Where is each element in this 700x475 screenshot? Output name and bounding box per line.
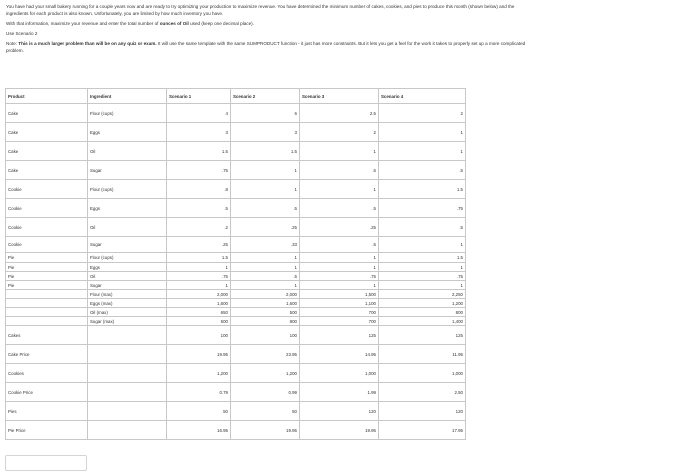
header-scenario-2: Scenario 2 (231, 89, 300, 104)
product-cell: Cake (6, 104, 88, 123)
scenario-2-cell: 1 (231, 180, 300, 199)
scenario-2-cell: .25 (231, 218, 300, 237)
scenario-3-cell: 1 (300, 263, 379, 272)
ingredient-cell: Sugar (88, 161, 167, 180)
task-line (6, 21, 694, 28)
scenario-2-cell: .5 (231, 199, 300, 218)
scenario-1-cell: .75 (167, 272, 231, 281)
table-row (6, 290, 466, 299)
scenario-4-cell: .5 (379, 218, 466, 237)
header-product: Product (6, 89, 88, 104)
scenario-2-cell: 1,600 (231, 299, 300, 308)
scenario-4-cell: 1,400 (379, 317, 466, 326)
task-text-end: used (keep one decimal place). (188, 20, 254, 26)
table-row (6, 272, 466, 281)
ingredient-cell: Flour (cups) (88, 253, 167, 263)
intro-line-1 (6, 4, 694, 17)
scenario-3-cell: 700 (300, 317, 379, 326)
scenario-1-cell: 2,000 (167, 290, 231, 299)
ingredient-cell: Sugar (88, 281, 167, 290)
scenario-1-cell: 0.79 (167, 383, 231, 402)
header-scenario-4: Scenario 4 (379, 89, 466, 104)
ingredient-cell: Oil (max) (88, 308, 167, 317)
scenario-1-cell: 1 (167, 263, 231, 272)
scenario-4-cell: .5 (379, 161, 466, 180)
scenario-2-cell: 50 (231, 402, 300, 421)
product-cell: Pies (6, 402, 88, 421)
product-cell: Pie (6, 281, 88, 290)
scenario-1-cell: 3 (167, 123, 231, 142)
scenario-3-cell: 1 (300, 281, 379, 290)
ingredient-cell (88, 326, 167, 345)
table-row (6, 317, 466, 326)
table-row (6, 199, 466, 218)
scenario-2-cell: 1.5 (231, 142, 300, 161)
product-cell: Cake (6, 142, 88, 161)
scenario-3-cell: 125 (300, 326, 379, 345)
table-row (6, 383, 466, 402)
ingredient-cell: Oil (88, 142, 167, 161)
scenario-1-cell: 4 (167, 104, 231, 123)
product-cell: Cookie (6, 180, 88, 199)
scenario-4-cell: 125 (379, 326, 466, 345)
note-text-2: problem. (6, 47, 24, 53)
product-cell (6, 299, 88, 308)
table-row (6, 161, 466, 180)
ingredient-cell: Oil (88, 218, 167, 237)
scenario-2-cell: 19.95 (231, 421, 300, 440)
scenario-1-cell: 1.5 (167, 253, 231, 263)
product-cell: Pie Price (6, 421, 88, 440)
scenario-3-cell: .5 (300, 161, 379, 180)
table-row (6, 180, 466, 199)
scenario-2-cell: 3 (231, 123, 300, 142)
scenario-4-cell: 1 (379, 263, 466, 272)
scenario-2-cell: 100 (231, 326, 300, 345)
scenario-3-cell: .5 (300, 237, 379, 253)
ingredient-cell: Flour (cups) (88, 104, 167, 123)
ingredient-cell: Sugar (max) (88, 317, 167, 326)
product-cell (6, 317, 88, 326)
scenario-2-cell: 500 (231, 308, 300, 317)
table-header-row (6, 89, 466, 104)
task-text: With that information, maximize your revenue and enter the total number of (6, 20, 160, 26)
scenario-4-cell: 1,000 (379, 364, 466, 383)
scenario-1-cell: .25 (167, 237, 231, 253)
scenario-3-cell: .5 (300, 199, 379, 218)
scenario-3-cell: 2.5 (300, 104, 379, 123)
scenario-4-cell: 2 (379, 104, 466, 123)
product-cell: Pie (6, 272, 88, 281)
scenario-4-cell: 1,200 (379, 299, 466, 308)
scenario-1-cell: 1,600 (167, 299, 231, 308)
table-row (6, 253, 466, 263)
intro-text: You have had your small bakery running for a couple years now and are ready to try optimizing your production to maximize revenue. You have determined the minimum number of cakes, cookies, and pies to produce this month (shown below) and the (6, 4, 515, 9)
product-cell: Cookie (6, 237, 88, 253)
instructions (6, 4, 694, 58)
scenario-2-cell: 6 (231, 104, 300, 123)
scenario-2-cell: 23.95 (231, 345, 300, 364)
product-cell: Cake (6, 161, 88, 180)
table-row (6, 326, 466, 345)
scenario-3-cell: 700 (300, 308, 379, 317)
scenario-1-cell: 1.5 (167, 142, 231, 161)
scenario-2-cell: 800 (231, 317, 300, 326)
scenario-4-cell: 1 (379, 142, 466, 161)
table-row (6, 402, 466, 421)
scenario-2-cell: 1 (231, 253, 300, 263)
table-row (6, 263, 466, 272)
ingredient-cell: Flour (max) (88, 290, 167, 299)
scenario-1-cell: 650 (167, 308, 231, 317)
scenario-1-cell: 50 (167, 402, 231, 421)
scenario-3-cell: 1.99 (300, 383, 379, 402)
product-cell: Cakes (6, 326, 88, 345)
product-cell: Cake Price (6, 345, 88, 364)
table-row (6, 142, 466, 161)
scenario-2-cell: 1 (231, 281, 300, 290)
ingredient-cell: Flour (cups) (88, 180, 167, 199)
answer-input[interactable] (5, 455, 87, 471)
product-cell: Cookie (6, 218, 88, 237)
ingredient-table (5, 88, 466, 440)
table-row (6, 308, 466, 317)
scenario-1-cell: 100 (167, 326, 231, 345)
scenario-3-cell: 1 (300, 253, 379, 263)
scenario-1-cell: 19.95 (167, 345, 231, 364)
scenario-3-cell: 1,100 (300, 299, 379, 308)
note-label: Note: (6, 41, 19, 47)
task-bold: ounces of Oil (159, 20, 189, 26)
ingredient-cell: Eggs (88, 123, 167, 142)
scenario-1-cell: .8 (167, 180, 231, 199)
scenario-3-cell: 1 (300, 180, 379, 199)
header-scenario-3: Scenario 3 (300, 89, 379, 104)
scenario-2-cell: 1 (231, 263, 300, 272)
scenario-4-cell: 1.5 (379, 253, 466, 263)
scenario-4-cell: 120 (379, 402, 466, 421)
scenario-3-cell: 1 (300, 142, 379, 161)
scenario-4-cell: 1 (379, 123, 466, 142)
note-line (6, 41, 694, 54)
note-bold: This is a much larger problem than will be on any quiz or exam. (18, 41, 157, 47)
scenario-3-cell: 1,000 (300, 364, 379, 383)
scenario-4-cell: 11.95 (379, 345, 466, 364)
ingredient-cell (88, 345, 167, 364)
product-cell: Cookie (6, 199, 88, 218)
table-row (6, 421, 466, 440)
scenario-4-cell: 2,250 (379, 290, 466, 299)
scenario-3-cell: 120 (300, 402, 379, 421)
ingredient-cell: Sugar (88, 237, 167, 253)
table-row (6, 123, 466, 142)
scenario-3-cell: 2 (300, 123, 379, 142)
intro-text-2: ingredients for each product is also known. Unfortunately, you are limited by how much inventory you have. (6, 10, 224, 16)
scenario-line: Use Scenario 2 (6, 30, 38, 36)
product-cell: Cake (6, 123, 88, 142)
scenario-1-cell: 500 (167, 317, 231, 326)
scenario-3-cell: .75 (300, 272, 379, 281)
scenario-2-cell: 1 (231, 161, 300, 180)
scenario-1-cell: 1 (167, 281, 231, 290)
header-scenario-1: Scenario 1 (167, 89, 231, 104)
scenario-4-cell: 1 (379, 237, 466, 253)
table-row (6, 104, 466, 123)
product-cell: Pie (6, 253, 88, 263)
ingredient-cell (88, 402, 167, 421)
scenario-2-cell: 2,000 (231, 290, 300, 299)
scenario-4-cell: .75 (379, 272, 466, 281)
table-row (6, 364, 466, 383)
scenario-2-cell: .33 (231, 237, 300, 253)
scenario-4-cell: 1 (379, 281, 466, 290)
product-cell: Cookies (6, 364, 88, 383)
product-cell (6, 308, 88, 317)
product-cell: Pie (6, 263, 88, 272)
table-row (6, 237, 466, 253)
scenario-2-cell: 1,200 (231, 364, 300, 383)
table-body (6, 104, 466, 440)
ingredient-cell (88, 364, 167, 383)
scenario-1-cell: 16.95 (167, 421, 231, 440)
scenario-3-cell: 1,500 (300, 290, 379, 299)
scenario-1-cell: .5 (167, 199, 231, 218)
product-cell (6, 290, 88, 299)
scenario-2-cell: 0.99 (231, 383, 300, 402)
scenario-4-cell: 1.5 (379, 180, 466, 199)
scenario-1-cell: 1,200 (167, 364, 231, 383)
scenario-3-cell: 19.95 (300, 421, 379, 440)
scenario-2-cell: .5 (231, 272, 300, 281)
scenario-4-cell: 800 (379, 308, 466, 317)
scenario-4-cell: 2.50 (379, 383, 466, 402)
table-row (6, 218, 466, 237)
ingredient-cell: Eggs (88, 263, 167, 272)
ingredient-cell: Eggs (max) (88, 299, 167, 308)
product-cell: Cookie Price (6, 383, 88, 402)
table-row (6, 281, 466, 290)
scenario-4-cell: 17.95 (379, 421, 466, 440)
scenario-3-cell: 14.95 (300, 345, 379, 364)
scenario-1-cell: .75 (167, 161, 231, 180)
scenario-1-cell: .2 (167, 218, 231, 237)
table-row (6, 299, 466, 308)
note-text: It will use the same template with the same SUMPRODUCT function - it just has more constraints. But it lets you get a feel for the work it takes to properly set up a more complicated (156, 41, 526, 47)
ingredient-cell: Eggs (88, 199, 167, 218)
ingredient-cell: Oil (88, 272, 167, 281)
ingredient-cell (88, 383, 167, 402)
ingredient-cell (88, 421, 167, 440)
table-row (6, 345, 466, 364)
header-ingredient: Ingredient (88, 89, 167, 104)
scenario-3-cell: .25 (300, 218, 379, 237)
scenario-4-cell: .75 (379, 199, 466, 218)
